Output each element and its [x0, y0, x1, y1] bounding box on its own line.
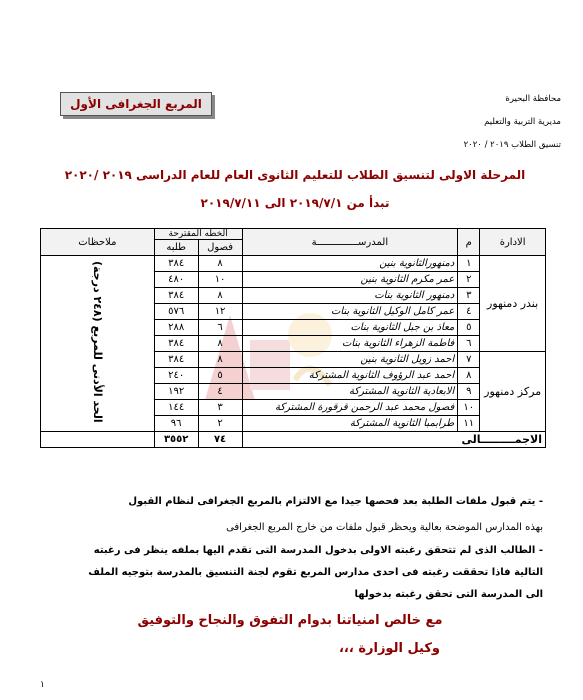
row-number: ٩	[458, 384, 480, 400]
row-number: ٨	[458, 368, 480, 384]
row-number: ٣	[458, 288, 480, 304]
undersecretary-signature: وكيل الوزارة ،،،	[338, 641, 440, 656]
instruction-line-4: التالية فاذا تحققت رغبته فى احدى مدارس المربع تقوم لجنة التنسيق بالمدرسة بتوجيه الملف	[88, 567, 543, 578]
date-range-title: تبدأ من ٢٠١٩/٧/١ الى ٢٠١٩/٧/١١	[200, 196, 390, 210]
total-row	[41, 432, 546, 448]
instruction-line-2: بهذه المدارس الموضحة بعالية ويحظر قبول ملفات من خارج المربع الجغرافى	[226, 522, 543, 533]
students-cell: ٢٤٠	[154, 368, 198, 384]
students-cell: ٣٨٤	[154, 352, 198, 368]
students-cell: ٣٨٤	[154, 288, 198, 304]
school-name: طرابمبا الثانوية المشتركة	[242, 416, 458, 432]
idara-cell: مركز دمنهور	[480, 352, 546, 432]
table-row	[41, 256, 546, 272]
school-name: احمد زويل الثانوية بنين	[242, 352, 458, 368]
classes-cell: ٢	[198, 416, 242, 432]
classes-cell: ٨	[198, 288, 242, 304]
main-title: المرحلة الاولى لتنسيق الطلاب للتعليم الثانوى العام للعام الدراسى ٢٠١٩ /٢٠٢٠	[64, 168, 526, 182]
classes-cell: ٣	[198, 400, 242, 416]
school-name: احمد عبد الرؤوف الثانوية المشتركة	[242, 368, 458, 384]
school-name: فصول محمد عبد الرحمن قرقورة المشتركة	[242, 400, 458, 416]
directorate-text: مديرية التربية والتعليم	[484, 117, 561, 127]
header-students: طلبه	[154, 240, 198, 256]
school-name: دمنهور الثانوية بنات	[242, 288, 458, 304]
students-cell: ٣٨٤	[154, 256, 198, 272]
geo-square-title-box: المربع الجغرافى الأول	[60, 92, 212, 116]
closing-wishes: مع خالص امنياتنا بدوام التفوق والنجاح والتوفيق	[137, 613, 443, 628]
row-number: ٥	[458, 320, 480, 336]
school-name: فاطمة الزهراء الثانوية بنات	[242, 336, 458, 352]
students-cell: ٤٨٠	[154, 272, 198, 288]
row-number: ٦	[458, 336, 480, 352]
classes-cell: ١٢	[198, 304, 242, 320]
row-number: ١	[458, 256, 480, 272]
total-classes: ٧٤	[198, 432, 242, 448]
row-number: ٧	[458, 352, 480, 368]
coordination-year-text: تنسيق الطلاب ٢٠١٩ / ٢٠٢٠	[463, 140, 561, 150]
school-name: دمنهورالثانوية بنين	[242, 256, 458, 272]
school-name: معاذ بن جبل الثانوية بنات	[242, 320, 458, 336]
instruction-line-3: - الطالب الذى لم تتحقق رغبته الاولى بدخول المدرسة التى تقدم اليها بملفه ينظر فى رغبته	[93, 545, 543, 556]
instruction-line-1: - يتم قبول ملفات الطلبة بعد فحصها جيدا مع الالتزام بالمربع الجغرافى لنظام القبول	[128, 496, 543, 507]
min-score-note: الحد الأدنى للمربع (٢٤٨ درجة)	[90, 261, 104, 423]
students-cell: ٥٧٦	[154, 304, 198, 320]
students-cell: ٩٦	[154, 416, 198, 432]
row-number: ٢	[458, 272, 480, 288]
students-cell: ٢٨٨	[154, 320, 198, 336]
header-m: م	[458, 229, 480, 256]
classes-cell: ٥	[198, 368, 242, 384]
school-name: الابعادية الثانوية المشتركة	[242, 384, 458, 400]
instruction-line-5: الى المدرسة التى تحقق رغبته بدخولها	[354, 589, 543, 600]
classes-cell: ٨	[198, 336, 242, 352]
total-label: الاجمـــــــــالى	[242, 432, 545, 448]
classes-cell: ٨	[198, 256, 242, 272]
classes-cell: ٤	[198, 384, 242, 400]
students-cell: ١٤٤	[154, 400, 198, 416]
total-notes-cell	[41, 432, 155, 448]
page-number: ١	[40, 680, 45, 690]
row-number: ١٠	[458, 400, 480, 416]
total-students: ٣٥٥٢	[154, 432, 198, 448]
students-cell: ١٩٢	[154, 384, 198, 400]
schools-table	[40, 228, 546, 448]
header-plan: الخطه المقترحة	[154, 229, 242, 240]
school-name: عمر كامل الوكيل الثانوية بنات	[242, 304, 458, 320]
header-school: المدرســــــــــــــة	[242, 229, 458, 256]
classes-cell: ١٠	[198, 272, 242, 288]
header-classes: فصول	[198, 240, 242, 256]
classes-cell: ٦	[198, 320, 242, 336]
classes-cell: ٨	[198, 352, 242, 368]
row-number: ١١	[458, 416, 480, 432]
school-name: عمر مكرم الثانوية بنين	[242, 272, 458, 288]
row-number: ٤	[458, 304, 480, 320]
header-notes: ملاحظات	[41, 229, 155, 256]
governorate-text: محافظة البحيرة	[505, 94, 561, 104]
notes-cell	[41, 256, 155, 432]
idara-cell: بندر دمنهور	[480, 256, 546, 352]
header-idara: الادارة	[480, 229, 546, 256]
students-cell: ٣٨٤	[154, 336, 198, 352]
